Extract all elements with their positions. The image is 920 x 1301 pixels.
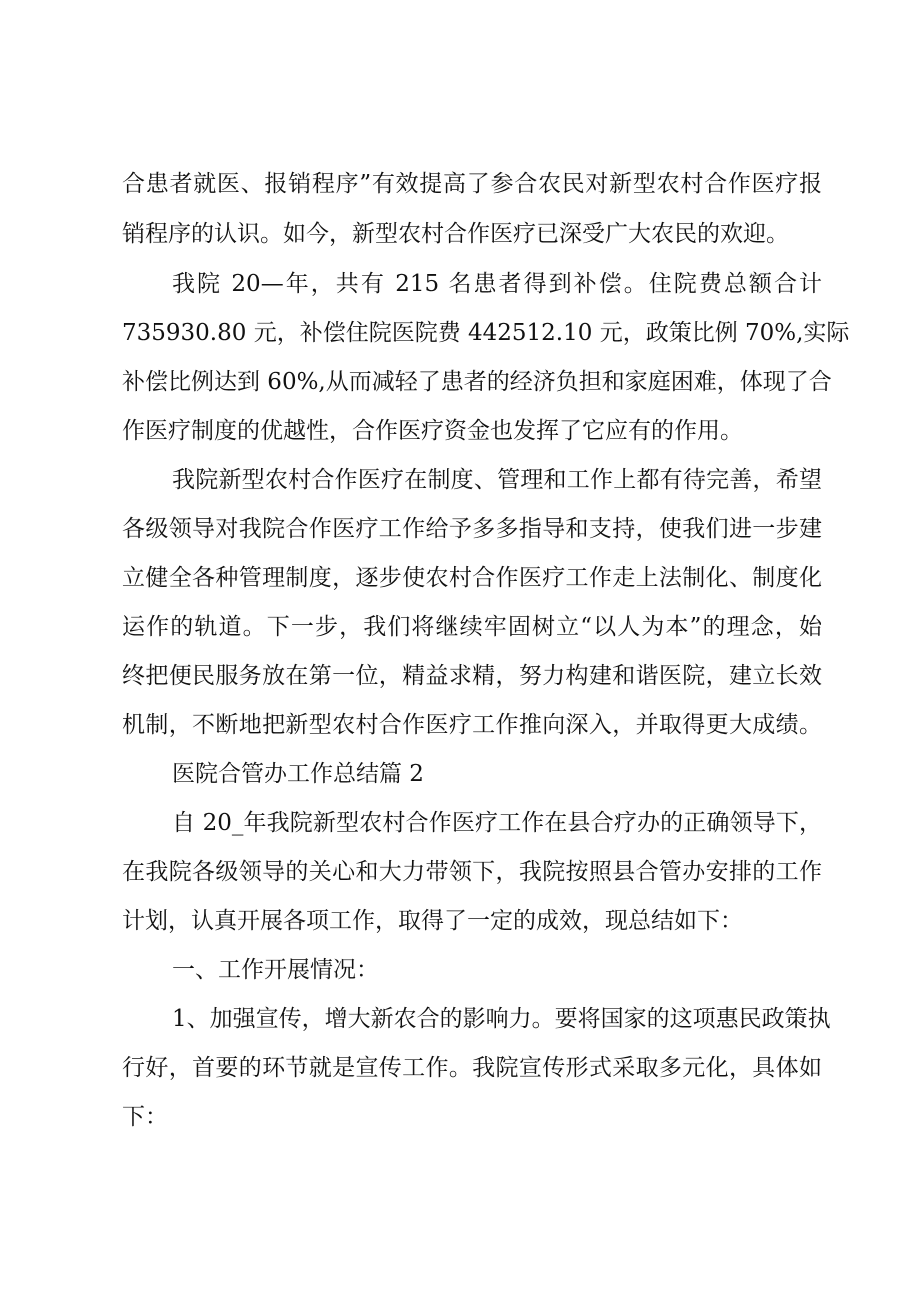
paragraph-line: 运作的轨道。下一步，我们将继续牢固树立“以人为本”的理念，始 bbox=[122, 614, 822, 640]
paragraph-line: 机制，不断地把新型农村合作医疗工作推向深入，并取得更大成绩。 bbox=[122, 712, 822, 738]
paragraph-line: 终把便民服务放在第一位，精益求精，努力构建和谐医院，建立长效 bbox=[122, 663, 822, 689]
paragraph-line: 735930.80 元，补偿住院医院费 442512.10 元，政策比例 70%,实际 bbox=[122, 320, 850, 346]
paragraph-line: 行好，首要的环节就是宣传工作。我院宣传形式采取多元化，具体如 bbox=[122, 1055, 822, 1081]
paragraph-line: 销程序的认识。如今，新型农村合作医疗已深受广大农民的欢迎。 bbox=[122, 221, 789, 247]
paragraph-line: 各级领导对我院合作医疗工作给予多多指导和支持，使我们进一步建 bbox=[122, 516, 822, 542]
paragraph-line: 1、加强宣传，增大新农合的影响力。要将国家的这项惠民政策执 bbox=[172, 1006, 831, 1032]
paragraph-line: 自 20_年我院新型农村合作医疗工作在县合疗办的正确领导下， bbox=[172, 810, 822, 836]
paragraph-line: 在我院各级领导的关心和大力带领下，我院按照县合管办安排的工作 bbox=[122, 859, 822, 885]
section-heading: 一、工作开展情况： bbox=[172, 957, 379, 983]
paragraph-line: 计划，认真开展各项工作，取得了一定的成效，现总结如下： bbox=[122, 908, 743, 934]
section-title: 医院合管办工作总结篇 2 bbox=[172, 761, 424, 787]
paragraph-line: 下： bbox=[122, 1104, 168, 1130]
paragraph-line: 补偿比例达到 60%,从而减轻了患者的经济负担和家庭困难，体现了合 bbox=[122, 369, 832, 395]
paragraph-line: 合患者就医、报销程序”有效提高了参合农民对新型农村合作医疗报 bbox=[122, 171, 822, 197]
paragraph-line: 我院新型农村合作医疗在制度、管理和工作上都有待完善，希望 bbox=[172, 467, 822, 493]
paragraph-line: 我院 20—年，共有 215 名患者得到补偿。住院费总额合计 bbox=[172, 271, 822, 297]
paragraph-line: 作医疗制度的优越性，合作医疗资金也发挥了它应有的作用。 bbox=[122, 418, 743, 444]
paragraph-line: 立健全各种管理制度，逐步使农村合作医疗工作走上法制化、制度化 bbox=[122, 565, 822, 591]
